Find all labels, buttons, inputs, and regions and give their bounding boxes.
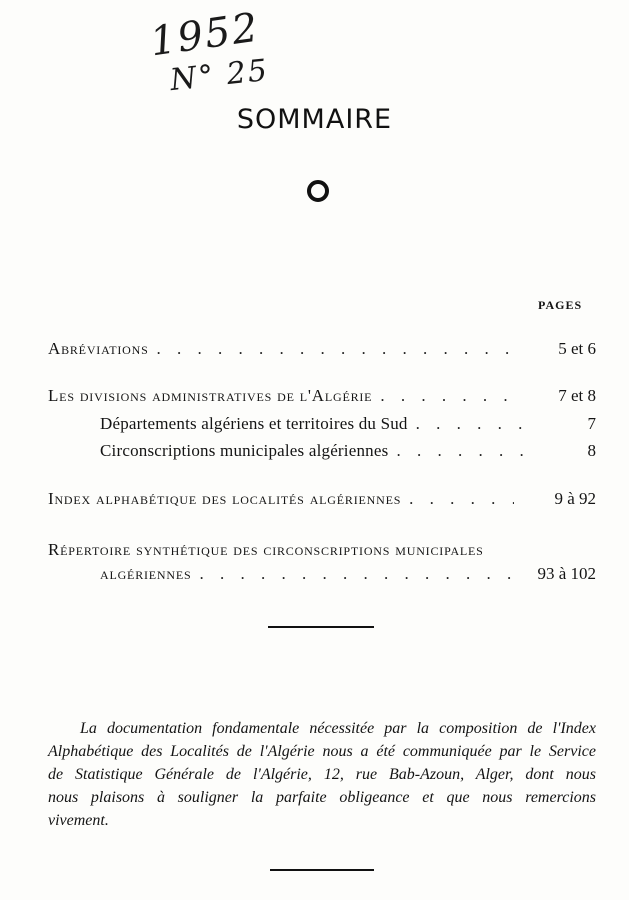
toc-label: Départements algériens et territoires du Sud [100, 414, 408, 433]
dot-leader [416, 414, 536, 434]
toc-pages: 8 [587, 441, 596, 460]
toc-pages: 93 à 102 [537, 564, 596, 583]
toc-pages: 9 à 92 [554, 489, 596, 508]
paragraph-line: La documentation fondamentale nécessitée par la composition de l'Index [80, 720, 596, 737]
circle-ornament-icon [307, 180, 329, 202]
dot-leader [409, 489, 514, 509]
pages-column-header: PAGES [538, 298, 583, 312]
handwritten-number: N° 25 [168, 52, 271, 99]
toc-entry-abbreviations [48, 339, 596, 361]
toc-label: Répertoire synthétique des circonscriptions municipales [48, 540, 484, 559]
toc-label: Circonscriptions municipales algériennes [100, 441, 389, 460]
toc-entry-repertoire [48, 540, 596, 562]
acknowledgement-paragraph [48, 717, 596, 832]
paragraph-line: Alphabétique des Localités de l'Algérie nous a été communiquée par le Service [48, 743, 596, 760]
toc-label: Abréviations [48, 339, 149, 358]
paragraph-line: vivement. [48, 812, 109, 829]
divider [270, 869, 374, 871]
page-title: SOMMAIRE [236, 104, 393, 135]
toc-label: Les divisions administratives de l'Algérie [48, 386, 373, 405]
toc-entry-departements [100, 414, 596, 436]
toc-entry-circonscriptions [100, 441, 596, 463]
dot-leader [199, 564, 514, 584]
dot-leader [157, 339, 514, 359]
handwritten-year: 1952 [147, 4, 263, 66]
divider [268, 626, 374, 628]
toc-pages: 7 [587, 414, 596, 433]
toc-entry-divisions [48, 386, 596, 408]
toc-pages: 5 et 6 [558, 339, 596, 358]
toc-entry-index [48, 489, 596, 511]
dot-leader [396, 441, 536, 461]
toc-entry-repertoire-cont [100, 564, 596, 586]
dot-leader [380, 386, 514, 406]
toc-label-continued: algériennes [100, 564, 192, 583]
paragraph-line: nous plaisons à souligner la parfaite obligeance et que nous remercions [48, 789, 596, 806]
toc-label: Index alphabétique des localités algériennes [48, 489, 402, 508]
toc-pages: 7 et 8 [558, 386, 596, 405]
paragraph-line: de Statistique Générale de l'Algérie, 12, rue Bab-Azoun, Alger, dont nous [48, 766, 596, 783]
